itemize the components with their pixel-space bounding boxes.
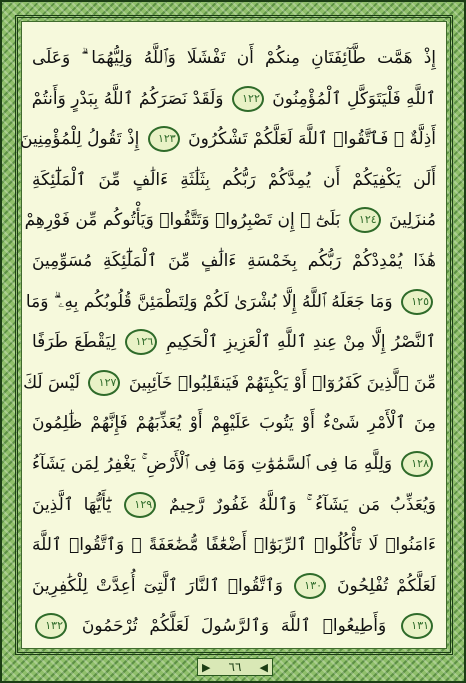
quran-page [21,21,447,649]
verse-text: وَأَطِيعُوا۟ ٱللَّهَ وَٱلرَّسُولَ لَعَلَّكُمْ تُرْحَمُونَ [81,616,387,637]
verse-line [20,119,436,160]
ayah-number-marker: ١٣١ [401,613,433,639]
verse-line [32,403,436,444]
verse-text: وَلِلَّهِ مَا فِى ٱلسَّمَٰوَٰتِ وَمَا فِى ٱلْأَرْضِ ۚ يَغْفِرُ لِمَن يَشَآءُ [32,453,393,474]
verse-line [25,282,436,323]
ayah-number-marker: ١٢٣ [148,126,180,152]
ayah-number-marker: ١٢٩ [124,492,156,518]
verse-text: أَلَن يَكْفِيَكُمْ أَن يُمِدَّكُمْ رَبُّكُم بِثَلَٰثَةِ ءَالَٰفٍ مِّنَ ٱلْمَلَٰٓئِكَةِ [32,169,436,190]
ayah-number-marker: ١٢٥ [401,289,433,315]
verse-text: ٱللَّهِ فَلْيَتَوَكَّلِ ٱلْمُؤْمِنُونَ [272,88,436,109]
verse-text: بَلَىٰٓ ۚ إِن تَصْبِرُوا۟ وَتَتَّقُوا۟ وَيَأْتُوكُم مِّن فَوْرِهِمْ [24,210,341,231]
ayah-number-marker: ١٣٠ [294,573,326,599]
verse-text: وَلَقَدْ نَصَرَكُمُ ٱللَّهُ بِبَدْرٍ وَأَنتُمْ [31,88,224,109]
ayah-number-marker: ١٢٧ [88,370,120,396]
ayah-number-marker: ١٢٦ [125,329,157,355]
ayah-number-marker: ١٢٤ [349,207,381,233]
verse-text: لَعَلَّكُمْ تُفْلِحُونَ [337,575,436,596]
verse-text: أَذِلَّةٌ ۖ فَٱتَّقُوا۟ ٱللَّهَ لَعَلَّكُمْ تَشْكُرُونَ [188,129,436,150]
verse-line [32,444,436,485]
verse-text: لِيَقْطَعَ طَرَفًا [32,332,117,353]
ayah-number-marker: ١٢٢ [232,86,264,112]
verse-text: وَيُعَذِّبُ مَن يَشَآءُ ۚ وَٱللَّهُ غَفُورٌ رَّحِيمٌ [169,494,436,515]
verse-line [32,566,436,607]
verse-line [32,79,436,120]
verse-text: مُنزَلِينَ [389,210,436,231]
prev-page-arrow-icon[interactable]: ◀ [259,660,268,674]
verse-text: ءَامَنُوا۟ لَا تَأْكُلُوا۟ ٱلرِّبَوٰٓا۟ أَضْعَٰفًا مُّضَٰعَفَةً ۖ وَٱتَّقُوا۟ ٱللَّهَ [32,535,436,556]
verse-line [32,322,436,363]
verse-text: إِذْ هَمَّت طَّآئِفَتَانِ مِنكُمْ أَن تَفْشَلَا وَٱللَّهُ وَلِيُّهُمَا ۗ وَعَلَى [32,48,436,68]
page-navigator [197,658,273,676]
verse-text: وَٱتَّقُوا۟ ٱلنَّارَ ٱلَّتِىٓ أُعِدَّتْ لِلْكَٰفِرِينَ [32,575,284,596]
verse-lines [20,38,437,647]
verse-text: وَمَا جَعَلَهُ ٱللَّهُ إِلَّا بُشْرَىٰ لَكُمْ وَلِتَطْمَئِنَّ قُلُوبُكُم بِهِۦ ۗ وَمَا [25,291,393,312]
verse-text: يَٰٓأَيُّهَا ٱلَّذِينَ [32,494,112,515]
verse-line [32,606,436,647]
verse-line [24,200,436,241]
verse-line [32,485,436,526]
page-number: ٦٦ [228,660,242,674]
ayah-number-marker: ١٢٨ [401,451,433,477]
verse-text: هَٰذَا يُمْدِدْكُمْ رَبُّكُم بِخَمْسَةِ ءَالَٰفٍ مِّنَ ٱلْمَلَٰٓئِكَةِ مُسَوِّمِينَ [32,250,436,271]
ayah-number-marker: ١٣٢ [35,613,67,639]
verse-line [32,525,436,566]
next-page-arrow-icon[interactable]: ▶ [202,660,211,674]
verse-line [32,160,436,201]
verse-text: ٱلنَّصْرُ إِلَّا مِنْ عِندِ ٱللَّهِ ٱلْعَزِيزِ ٱلْحَكِيمِ [166,332,437,353]
verse-text: لَيْسَ لَكَ [23,372,80,393]
verse-line [32,38,436,79]
verse-line [23,363,436,404]
verse-text: مِنَ ٱلْأَمْرِ شَىْءٌ أَوْ يَتُوبَ عَلَيْهِمْ أَوْ يُعَذِّبَهُمْ فَإِنَّهُمْ ظَٰلِمُونَ [32,413,436,434]
verse-text: مِّنَ ٱلَّذِينَ كَفَرُوٓا۟ أَوْ يَكْبِتَهُمْ فَيَنقَلِبُوا۟ خَآئِبِينَ [128,372,436,393]
verse-line [32,241,436,282]
verse-text: إِذْ تَقُولُ لِلْمُؤْمِنِينَ [20,129,140,150]
